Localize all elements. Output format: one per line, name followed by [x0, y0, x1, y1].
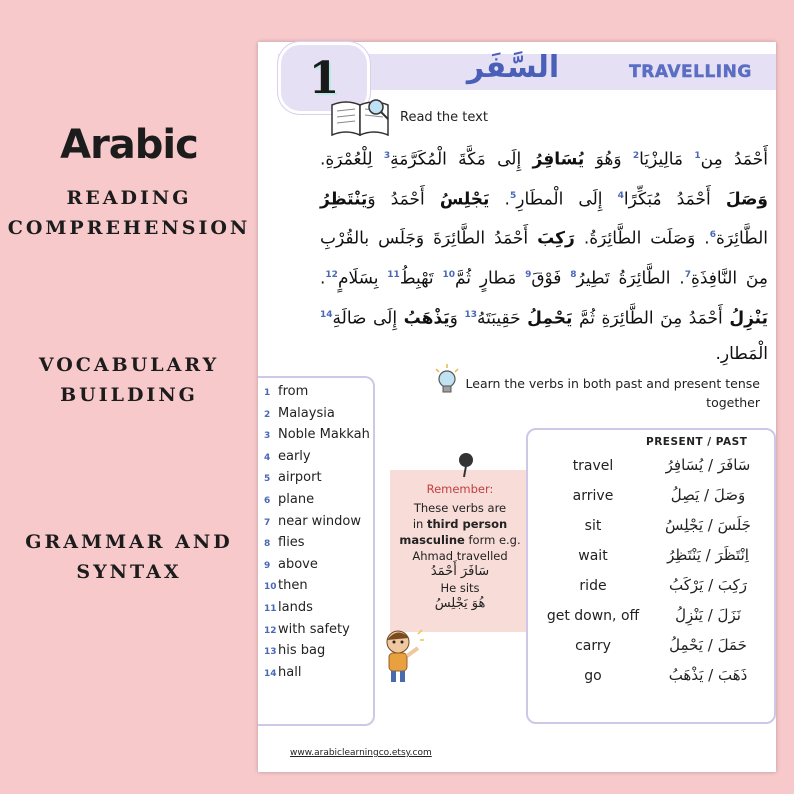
feature-reading: READING [66, 187, 192, 209]
vocab-number: 14 [264, 668, 277, 679]
remember-line: Ahmad travelled [412, 549, 508, 563]
remember-line: These verbs are [413, 501, 507, 515]
vocab-number: 4 [264, 452, 271, 463]
passage-text: بِسَلَامٍ [337, 268, 388, 289]
vocab-number: 6 [264, 496, 271, 506]
learn-instruction: Learn the verbs in both past and present tense together [465, 376, 760, 410]
passage-verb: يَنْزِلُ [729, 308, 768, 329]
vocab-number: 12 [264, 625, 277, 636]
vocab-word: hall [278, 664, 302, 680]
passage-text: وَهُوَ [584, 149, 633, 170]
vocab-number: 9 [264, 560, 271, 571]
remember-body [390, 500, 530, 612]
vocab-item [264, 492, 314, 507]
verb-arabic: رَكِبَ / يَرْكَبُ [668, 576, 748, 594]
vocab-word: above [278, 556, 318, 572]
verb-arabic: ذَهَبَ / يَذْهَبُ [668, 666, 748, 684]
vocab-number: 1 [264, 388, 271, 398]
remember-line: form e.g. [464, 533, 521, 547]
vocab-word: Noble Makkah [278, 427, 370, 443]
verb-table [526, 428, 776, 724]
passage-text: . الطَّائِرَةُ تَطِيرُ [576, 268, 685, 289]
vocab-word: plane [278, 492, 315, 507]
passage-text: وَ [449, 308, 465, 329]
footnote-number: 4 [617, 190, 624, 201]
passage-text: . [320, 268, 326, 289]
footnote-number: 14 [320, 309, 333, 320]
feature-vocabulary: VOCABULARY [38, 354, 220, 376]
passage-text: لِلْعُمْرَةِ. [320, 149, 384, 170]
english-title: TRAVELLING [629, 62, 752, 82]
remember-emphasis: masculine [399, 533, 465, 547]
vocab-number: 8 [264, 539, 271, 550]
vocab-item [264, 470, 322, 485]
footnote-number: 3 [383, 151, 391, 161]
passage-text: حَقِيبَتَهُ [476, 308, 528, 329]
vocab-item [264, 622, 350, 637]
vocab-item [264, 557, 318, 572]
passage-verb: وَصَلَ [725, 189, 768, 210]
arabic-passage [320, 138, 768, 372]
vocab-word: lands [278, 600, 313, 615]
vocab-word: Malaysia [278, 405, 335, 421]
arabic-title: السَّفَر [466, 50, 560, 85]
passage-verb: يَجْلِسُ [439, 189, 490, 210]
vocab-item [264, 578, 308, 593]
footnote-number: 13 [464, 309, 477, 320]
vocab-word: early [278, 448, 311, 464]
vocab-number: 10 [264, 582, 277, 593]
footnote-number: 7 [684, 269, 691, 280]
vocab-word: airport [278, 470, 322, 486]
passage-verb: يَحْمِلُ [527, 308, 573, 329]
vocabulary-list [258, 376, 375, 726]
vocab-word: with safety [278, 621, 350, 637]
passage-text: الْمَطارِ. [715, 344, 768, 365]
remember-line: He sits [440, 581, 480, 595]
verb-english: ride [579, 578, 607, 594]
feature-syntax: SYNTAX [76, 561, 182, 583]
lesson-number: 1 [308, 52, 340, 104]
verb-english: wait [578, 548, 608, 564]
verb-arabic: حَمَلَ / يَحْمِلُ [669, 636, 747, 654]
boy-illustration [378, 626, 424, 684]
passage-text: الطَّائِرَة [715, 228, 769, 249]
footnote-number: 12 [325, 269, 338, 280]
passage-verb: يُسَافِرُ [532, 149, 585, 170]
footnote-number: 11 [387, 269, 400, 280]
vocab-item [264, 665, 301, 680]
vocab-item [264, 427, 370, 442]
passage-text: أَحْمَدُ الطَّائِرَةَ وَجَلَس بالقُرْبِ مِنَ النَّافِذَةِ [320, 228, 768, 289]
footnote-number: 5 [509, 190, 517, 201]
remember-emphasis: third person [426, 517, 508, 531]
vocab-word: flies [278, 535, 305, 551]
passage-text: أَحْمَدُ مِنَ الطَّائِرَةِ ثُمَّ [572, 308, 730, 329]
verb-english: travel [572, 458, 614, 474]
vocab-word: then [278, 578, 308, 594]
vocab-item [264, 643, 325, 658]
feature-comprehension: COMPREHENSION [7, 217, 251, 239]
vocab-item [264, 384, 308, 399]
footnote-number: 2 [632, 151, 640, 161]
remember-line: in [412, 517, 427, 531]
product-title: Arabic [60, 122, 198, 168]
passage-text: . وَصَلَت الطَّائِرَةُ. [574, 228, 710, 249]
vocab-item [264, 600, 313, 615]
book-icon [328, 97, 392, 139]
pushpin-icon [456, 452, 476, 478]
passage-text: مِن [700, 149, 723, 170]
passage-verb: يَنْتَظِرُ [320, 189, 368, 210]
vocab-word: from [278, 384, 309, 399]
passage-verb: يَذْهَبُ [403, 308, 450, 329]
remember-note [390, 470, 530, 632]
vocab-number: 2 [264, 409, 271, 420]
passage-text: أَحْمَدُ مُبَكِّرًا [623, 189, 726, 210]
passage-text: . [489, 189, 510, 210]
vocab-word: his bag [278, 643, 326, 659]
passage-text: مَطارٍ ثُمَّ [454, 268, 526, 289]
vocab-item [264, 514, 361, 529]
vocab-number: 7 [264, 517, 271, 528]
footer-url[interactable]: www.arabiclearningco.etsy.com [290, 748, 432, 758]
passage-text: إِلَى الْمطَارِ [516, 189, 618, 210]
verb-arabic: اِنْتَظَرَ / يَنْتَظِرُ [667, 546, 749, 564]
verb-english: sit [584, 518, 602, 534]
verb-arabic: جَلَسَ / يَجْلِسُ [665, 516, 751, 534]
passage-text: مَالِيزْيَا [639, 149, 695, 170]
passage-text: فَوْقَ [531, 268, 571, 289]
passage-text: أَحْمَدُ [722, 149, 768, 170]
footnote-number: 8 [570, 269, 577, 280]
footnote-number: 9 [525, 269, 532, 280]
feature-grammar: GRAMMAR AND [25, 531, 233, 553]
passage-text: تَهْبِطُ [399, 268, 443, 289]
verb-arabic: نَزَلَ / يَنْزِلُ [675, 606, 741, 624]
vocab-item [264, 535, 305, 550]
passage-text: أَحْمَدُ وَ [367, 189, 440, 210]
verb-english: arrive [572, 488, 614, 504]
vocab-number: 3 [264, 431, 271, 442]
passage-verb: رَكِبَ [537, 228, 575, 249]
lightbulb-icon [434, 364, 460, 398]
read-instruction: Read the text [400, 110, 488, 125]
verb-english: get down, off [546, 608, 640, 624]
footnote-number: 10 [442, 269, 455, 280]
passage-text: إِلَى صَالَةِ [332, 308, 404, 329]
remember-title: Remember: [426, 482, 494, 496]
feature-building: BUILDING [60, 384, 198, 406]
verb-table-header: PRESENT / PAST [646, 436, 748, 448]
vocab-number: 5 [264, 474, 271, 485]
verb-english: carry [575, 638, 611, 654]
vocab-number: 13 [264, 647, 277, 658]
vocab-number: 11 [264, 604, 277, 614]
vocab-item [264, 449, 311, 464]
verb-arabic: وَصَلَ / يَصِلُ [670, 486, 746, 504]
remember-arabic: هُوَ يَجْلِسُ [434, 596, 486, 611]
footnote-number: 1 [694, 151, 701, 161]
worksheet-page [258, 42, 776, 772]
remember-arabic: سَافَرَ أَحْمَدُ [430, 564, 490, 579]
passage-text: إِلَى مَكَّةَ الْمُكَرَّمَةِ [390, 149, 533, 170]
verb-english: go [584, 668, 602, 684]
verb-arabic: سَافَرَ / يُسَافِرُ [665, 456, 751, 474]
footnote-number: 6 [709, 230, 716, 241]
vocab-item [264, 406, 335, 421]
vocab-word: near window [278, 513, 362, 529]
